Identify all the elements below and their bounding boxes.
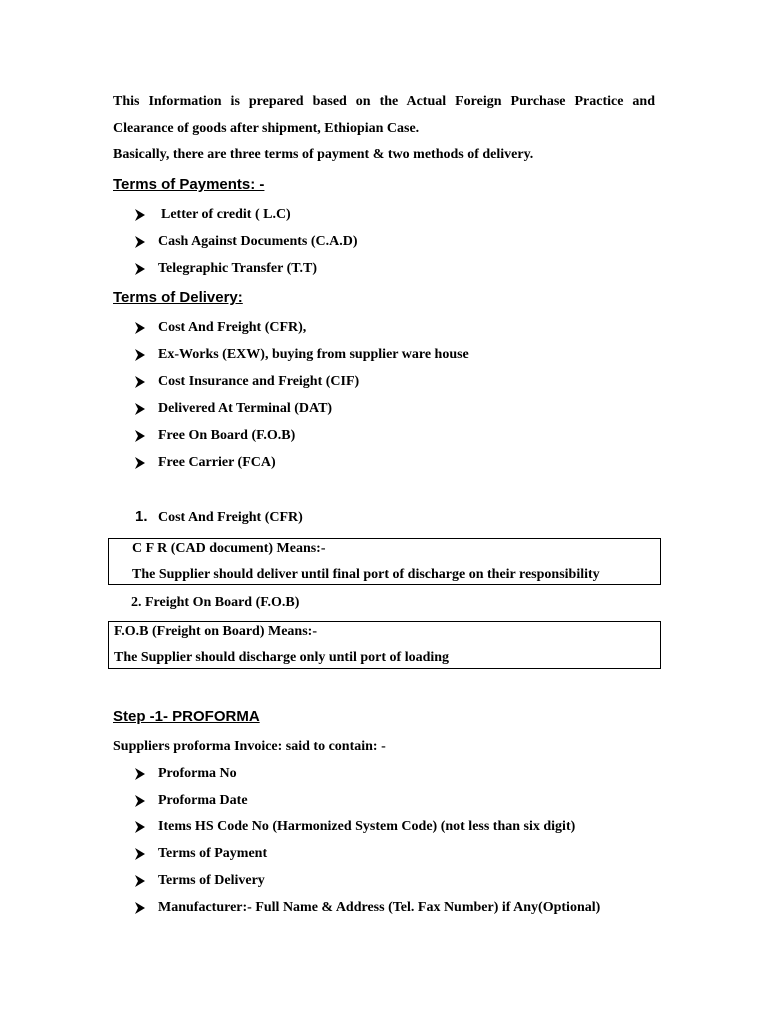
fob-definition-box xyxy=(108,621,661,669)
payment-item: Telegraphic Transfer (T.T) xyxy=(135,261,317,277)
delivery-item: Free On Board (F.O.B) xyxy=(135,428,295,444)
delivery-item: Cost Insurance and Freight (CIF) xyxy=(135,374,359,390)
arrow-bullet-icon xyxy=(135,403,145,415)
delivery-item: Ex-Works (EXW), buying from supplier ware house xyxy=(135,347,469,363)
arrow-bullet-icon xyxy=(135,376,145,388)
arrow-bullet-icon xyxy=(135,430,145,442)
arrow-bullet-icon xyxy=(135,902,145,914)
arrow-bullet-icon xyxy=(135,875,145,887)
delivery-heading: Terms of Delivery: xyxy=(113,289,243,306)
arrow-bullet-icon xyxy=(135,236,145,248)
arrow-bullet-icon xyxy=(135,209,145,221)
intro-line-1: This Information is prepared based on the Actual Foreign Purchase Practice and xyxy=(113,94,655,109)
arrow-bullet-icon xyxy=(135,848,145,860)
arrow-bullet-icon xyxy=(135,457,145,469)
proforma-item: Proforma Date xyxy=(135,793,248,809)
proforma-item: Terms of Payment xyxy=(135,846,267,862)
section-1-title: Cost And Freight (CFR) xyxy=(158,510,303,525)
step-1-intro: Suppliers proforma Invoice: said to contain: - xyxy=(113,739,386,754)
delivery-item: Cost And Freight (CFR), xyxy=(135,320,306,336)
delivery-item: Free Carrier (FCA) xyxy=(135,455,276,471)
fob-box-heading: F.O.B (Freight on Board) Means:- xyxy=(114,624,317,639)
step-1-heading: Step -1- PROFORMA xyxy=(113,708,260,725)
arrow-bullet-icon xyxy=(135,795,145,807)
intro-line-3: Basically, there are three terms of payment & two methods of delivery. xyxy=(113,147,534,162)
cfr-definition-box xyxy=(108,538,661,585)
delivery-item: Delivered At Terminal (DAT) xyxy=(135,401,332,417)
intro-line-2: Clearance of goods after shipment, Ethiopian Case. xyxy=(113,121,420,136)
payment-item: Cash Against Documents (C.A.D) xyxy=(135,234,358,250)
cfr-box-heading: C F R (CAD document) Means:- xyxy=(132,541,326,556)
arrow-bullet-icon xyxy=(135,768,145,780)
proforma-item: Items HS Code No (Harmonized System Code) (not less than six digit) xyxy=(135,819,575,835)
proforma-item: Proforma No xyxy=(135,766,237,782)
payment-item: Letter of credit ( L.C) xyxy=(135,207,291,223)
arrow-bullet-icon xyxy=(135,263,145,275)
proforma-item: Manufacturer:- Full Name & Address (Tel. Fax Number) if Any(Optional) xyxy=(135,900,600,916)
proforma-item: Terms of Delivery xyxy=(135,873,265,889)
section-1-number: 1. xyxy=(135,508,148,525)
cfr-box-text: The Supplier should deliver until final port of discharge on their responsibility xyxy=(132,567,600,582)
fob-box-text: The Supplier should discharge only until port of loading xyxy=(114,650,450,665)
arrow-bullet-icon xyxy=(135,821,145,833)
arrow-bullet-icon xyxy=(135,349,145,361)
section-2-title: 2. Freight On Board (F.O.B) xyxy=(131,595,300,610)
arrow-bullet-icon xyxy=(135,322,145,334)
payments-heading: Terms of Payments: - xyxy=(113,176,265,193)
